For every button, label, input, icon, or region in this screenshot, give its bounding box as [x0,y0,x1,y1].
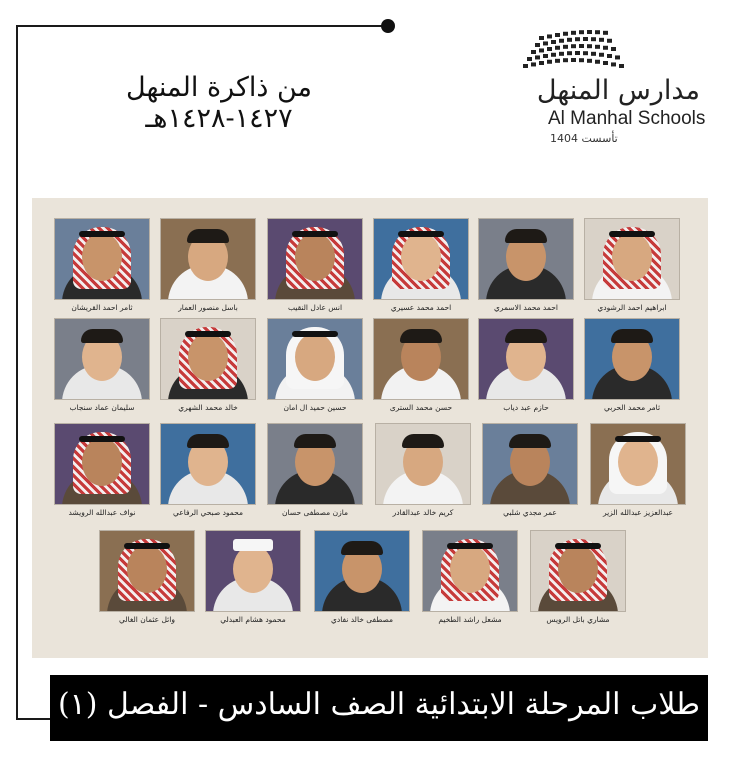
student-photo [375,423,471,505]
student-photo [54,318,150,400]
student-portrait [54,423,150,517]
student-portrait [54,318,150,412]
student-name: مشاري باتل الرويس [546,615,610,624]
student-name: عمر مجدي شلبي [503,508,557,517]
student-name: محمود صبحي الرفاعي [172,508,243,517]
student-photo [478,318,574,400]
student-photo [267,318,363,400]
page-title: من ذاكرة المنهل ١٤٢٧-١٤٢٨هـ [126,72,312,134]
student-name: محمود هشام العبدلي [220,615,286,624]
student-photo [160,318,256,400]
student-portrait [584,218,680,312]
student-name: مازن مصطفى حسان [281,508,349,517]
student-photo [54,423,150,505]
student-photo [267,423,363,505]
student-name: مصطفى خالد نفادي [330,615,393,624]
student-name: وائل عثمان الغالي [119,615,175,624]
school-logo [505,20,735,150]
student-name: حسن محمد السترى [389,403,453,412]
student-name: نواف عبدالله الرويشد [68,508,136,517]
footer-banner [50,675,708,741]
logo-founded: تأسست 1404 [550,132,618,145]
logo-dots-icon [505,20,735,80]
student-photo [373,218,469,300]
student-name: ثامر احمد القريشان [71,303,133,312]
student-photo [478,218,574,300]
student-name: سليمان عماد سنجاب [69,403,135,412]
student-name: ابراهيم احمد الرشودي [597,303,667,312]
student-name: احمد محمد عسيري [390,303,452,312]
student-portrait [314,530,410,624]
student-portrait [478,218,574,312]
student-portrait [267,218,363,312]
student-portrait [373,218,469,312]
student-photo [584,218,680,300]
logo-name-arabic: مدارس المنهل [536,75,700,106]
student-portrait [422,530,518,624]
frame-top-line [16,25,388,27]
student-photo [314,530,410,612]
student-portrait [160,218,256,312]
student-photo [160,218,256,300]
student-portrait [590,423,686,517]
student-portrait [530,530,626,624]
student-portrait [160,318,256,412]
student-name: ثامر محمد الحربي [603,403,661,412]
footer-title: طلاب المرحلة الابتدائية الصف السادس - الفصل (١) [57,687,701,722]
student-photo [205,530,301,612]
student-photo [530,530,626,612]
student-portrait [482,423,578,517]
student-photo [267,218,363,300]
frame-left-line [16,25,18,720]
student-portrait [478,318,574,412]
student-portrait [99,530,195,624]
student-name: حازم عبد دياب [503,403,549,412]
student-name: احمد محمد الاسمري [494,303,558,312]
student-photo [590,423,686,505]
student-photo [482,423,578,505]
frame-bottom-line [16,718,52,720]
student-name: انس عادل النقيب [287,303,343,312]
student-portrait [205,530,301,624]
student-portrait [267,423,363,517]
student-name: حسين حميد ال امان [283,403,347,412]
logo-name-english: Al Manhal Schools [548,108,706,129]
student-name: كريم خالد عبدالقادر [392,508,454,517]
student-photo [160,423,256,505]
student-photo [373,318,469,400]
student-photo [584,318,680,400]
student-portrait [375,423,471,517]
student-portrait [54,218,150,312]
student-name: عبدالعزيز عبدالله الزير [602,508,674,517]
student-photo [99,530,195,612]
student-name: مشعل راشد الطخيم [438,615,502,624]
student-portrait [584,318,680,412]
class-photo-sheet [32,198,708,658]
student-photo [422,530,518,612]
student-portrait [267,318,363,412]
student-name: باسل منصور العمار [178,303,238,312]
frame-dot [381,19,395,33]
student-portrait [373,318,469,412]
student-name: خالد محمد الشهري [178,403,238,412]
student-photo [54,218,150,300]
student-portrait [160,423,256,517]
